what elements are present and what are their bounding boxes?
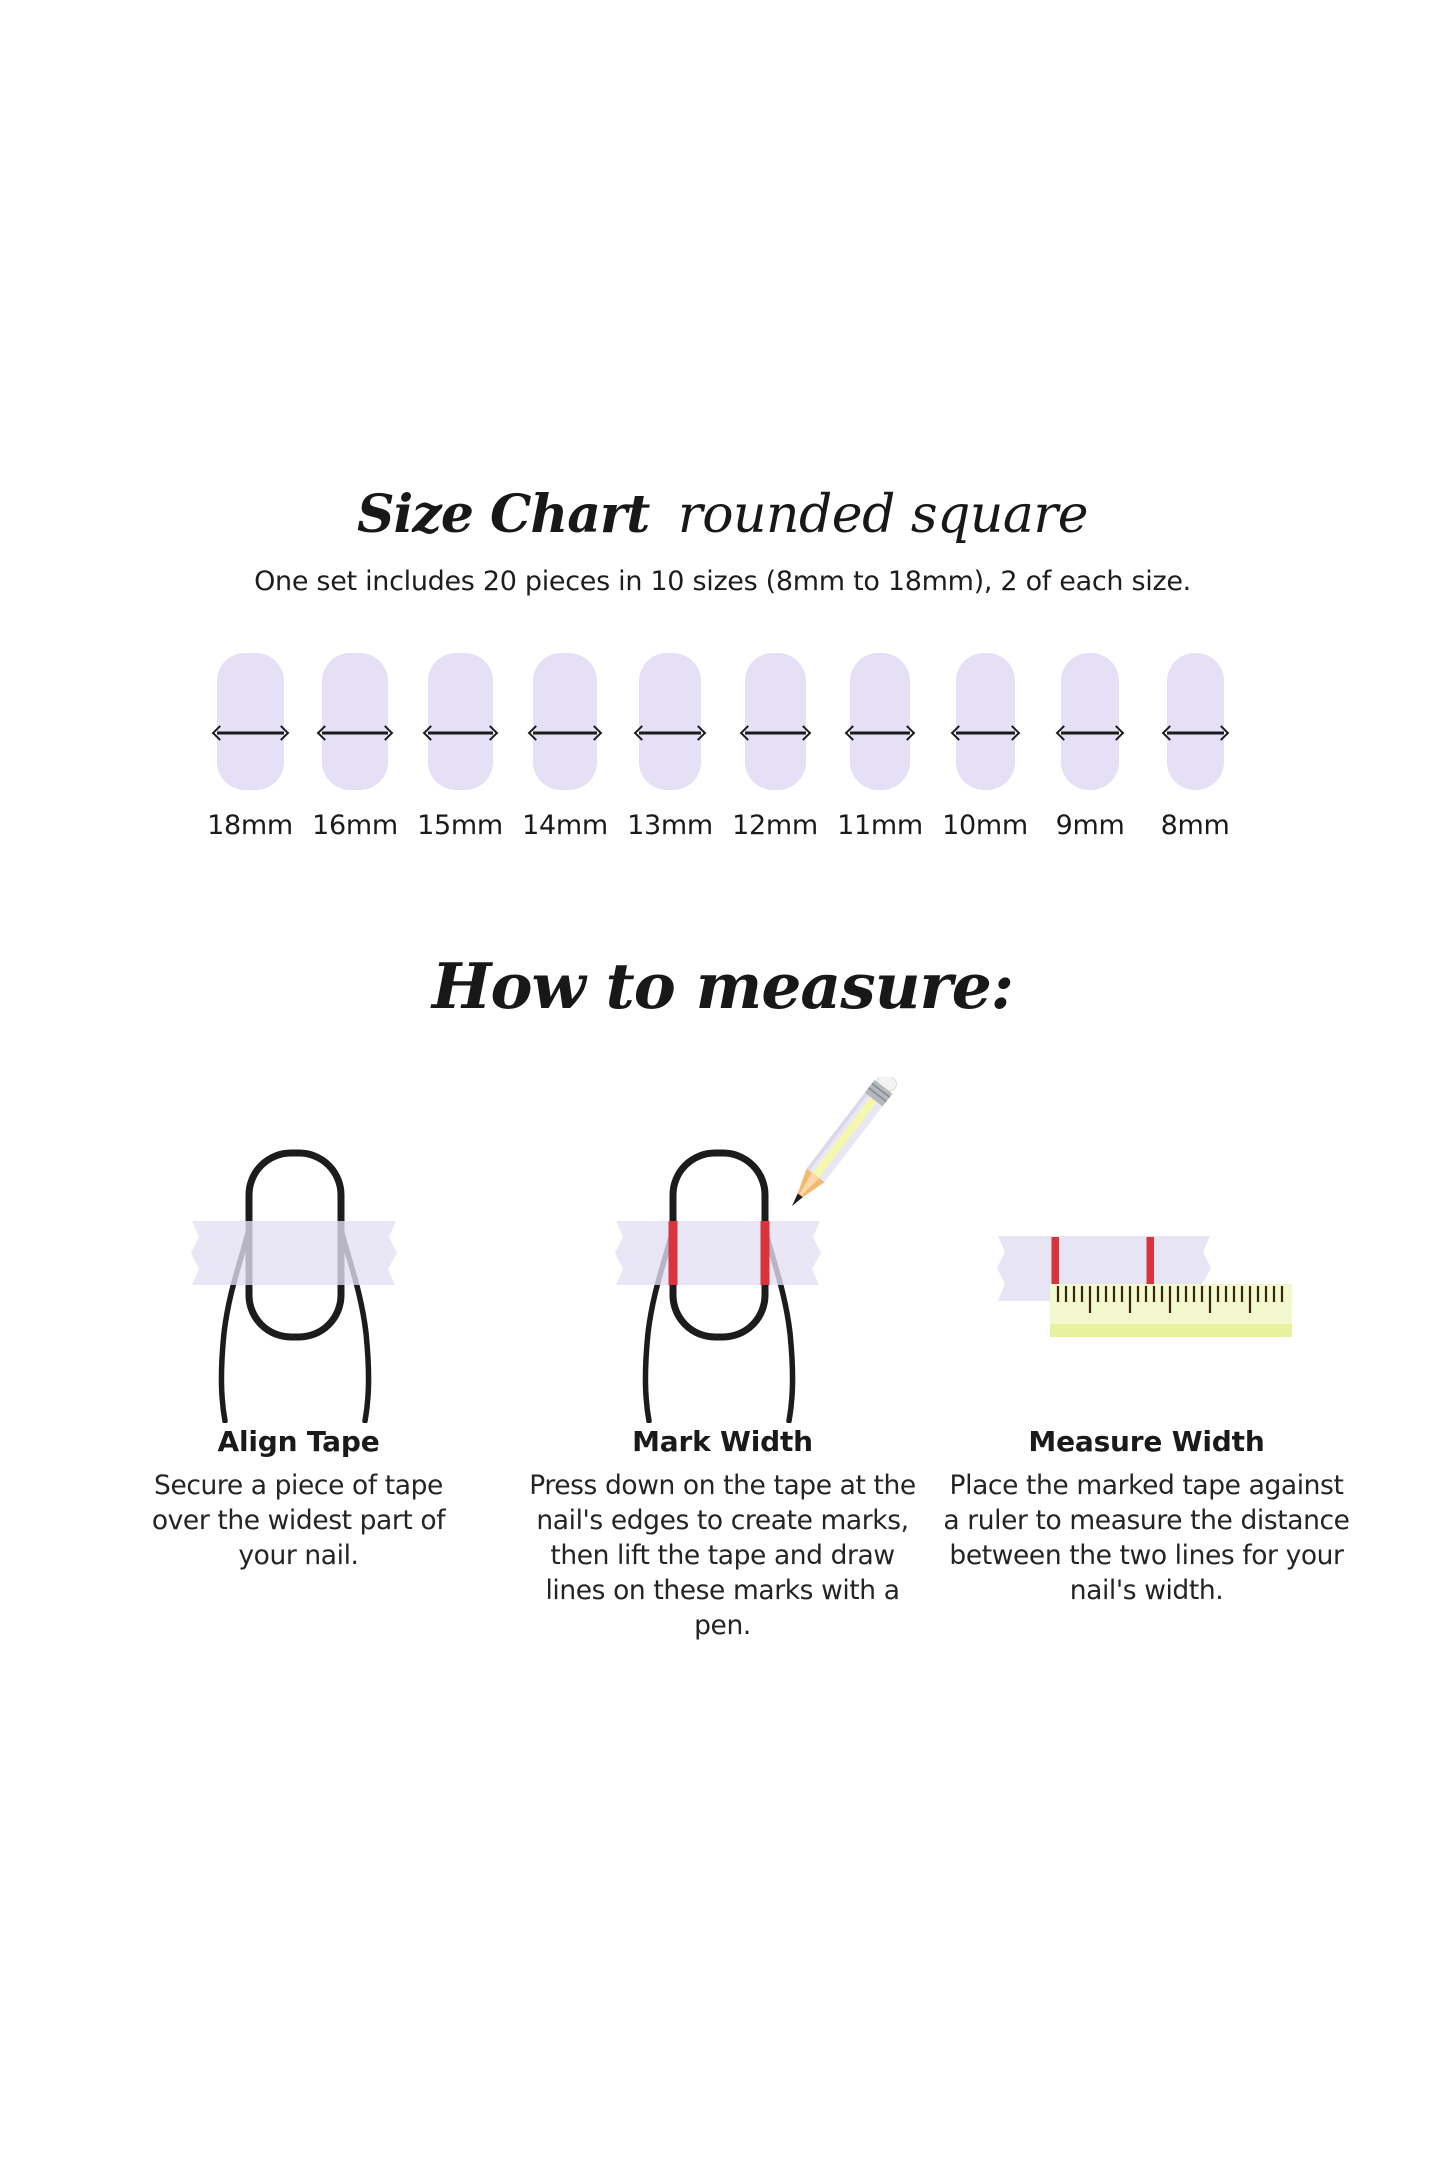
step-description: Press down on the tape at the nail's edges to create marks, then lift the tape and draw lines on these marks with a pen. — [529, 1469, 916, 1641]
size-swatch — [522, 653, 608, 842]
arrow-left-head — [1056, 725, 1072, 741]
arrow-left-head — [317, 725, 333, 741]
size-label: 10mm — [942, 810, 1028, 842]
nail-swatch — [745, 653, 806, 790]
measure-width-illustration — [941, 1143, 1353, 1423]
right-red-mark — [1146, 1237, 1154, 1284]
pencil-graphic — [778, 1077, 908, 1227]
width-arrow-icon — [214, 727, 287, 738]
size-swatch — [1162, 653, 1229, 841]
size-swatch — [417, 653, 503, 842]
step-title: Mark Width — [632, 1424, 813, 1458]
size-label: 12mm — [732, 810, 818, 842]
arrow-right-head — [378, 725, 394, 741]
size-label: 11mm — [837, 810, 923, 842]
page-title — [0, 484, 1445, 546]
width-arrow-icon — [1058, 727, 1122, 738]
nail-swatch — [533, 653, 597, 790]
page-title-main: Size Chart — [357, 484, 650, 545]
mark-width-illustration — [517, 1143, 929, 1423]
steps-row — [0, 1143, 1445, 1643]
width-arrow-icon — [953, 727, 1018, 738]
size-label: 8mm — [1160, 810, 1230, 842]
arrow-right-head — [795, 725, 811, 741]
nail-swatch — [1061, 653, 1119, 790]
step-title: Align Tape — [217, 1424, 380, 1458]
size-swatch — [837, 653, 923, 842]
size-label: 14mm — [522, 810, 608, 842]
width-arrow-icon — [847, 727, 913, 738]
width-arrow-icon — [319, 727, 391, 738]
size-label: 15mm — [417, 810, 503, 842]
size-swatch — [942, 653, 1028, 842]
step-description: Place the marked tape against a ruler to measure the distance between the two lines for your nail's width. — [943, 1469, 1350, 1606]
step-title: Measure Width — [1028, 1424, 1265, 1458]
nail-swatch — [850, 653, 910, 790]
how-to-title: How to measure: — [431, 949, 1014, 1024]
step-measure-width — [941, 1143, 1353, 1608]
step-align-tape — [93, 1143, 505, 1573]
arrow-right-head — [587, 725, 603, 741]
page-title-variant: rounded square — [677, 485, 1088, 545]
arrow-left-head — [211, 725, 227, 741]
arrow-right-head — [482, 725, 498, 741]
step-description: Secure a piece of tape over the widest part of your nail. — [151, 1469, 446, 1571]
tape-band — [191, 1221, 397, 1285]
width-arrow-icon — [1164, 727, 1227, 738]
left-red-mark — [668, 1221, 677, 1285]
width-arrow-icon — [636, 727, 704, 738]
size-label: 9mm — [1055, 810, 1125, 842]
arrow-left-head — [739, 725, 755, 741]
width-arrow-icon — [530, 727, 600, 738]
size-label: 13mm — [627, 810, 713, 842]
set-description: One set includes 20 pieces in 10 sizes (8mm to 18mm), 2 of each size. — [254, 566, 1191, 598]
arrow-left-head — [1161, 725, 1177, 741]
arrow-left-head — [634, 725, 650, 741]
size-swatch — [312, 653, 398, 842]
pencil-stripe — [812, 1097, 877, 1178]
pencil-icon — [778, 1077, 908, 1227]
size-swatch-row — [0, 653, 1445, 841]
arrow-right-head — [691, 725, 707, 741]
nail-swatch — [639, 653, 701, 790]
width-arrow-icon — [425, 727, 496, 738]
arrow-right-head — [1213, 725, 1229, 741]
finger-tape-icon — [184, 1143, 414, 1423]
size-swatch — [627, 653, 713, 842]
size-swatch — [732, 653, 818, 842]
ruler-bottom-strip — [1050, 1324, 1292, 1337]
nail-swatch — [956, 653, 1015, 790]
left-red-mark — [1051, 1237, 1059, 1284]
tape-band — [615, 1221, 821, 1285]
tape-ruler-icon — [982, 1143, 1312, 1343]
arrow-right-head — [273, 725, 289, 741]
size-label: 18mm — [207, 810, 293, 842]
arrow-left-head — [845, 725, 861, 741]
step-mark-width — [517, 1143, 929, 1643]
align-tape-illustration — [93, 1143, 505, 1423]
nail-swatch — [322, 653, 388, 790]
arrow-left-head — [422, 725, 438, 741]
arrow-right-head — [900, 725, 916, 741]
size-swatch — [1057, 653, 1124, 841]
nail-swatch — [1167, 653, 1224, 790]
arrow-right-head — [1109, 725, 1125, 741]
arrow-right-head — [1004, 725, 1020, 741]
width-arrow-icon — [742, 727, 809, 738]
nail-swatch — [217, 653, 284, 790]
nail-swatch — [428, 653, 493, 790]
size-swatch — [207, 653, 293, 842]
arrow-left-head — [950, 725, 966, 741]
size-label: 16mm — [312, 810, 398, 842]
right-red-mark — [760, 1221, 769, 1285]
arrow-left-head — [528, 725, 544, 741]
